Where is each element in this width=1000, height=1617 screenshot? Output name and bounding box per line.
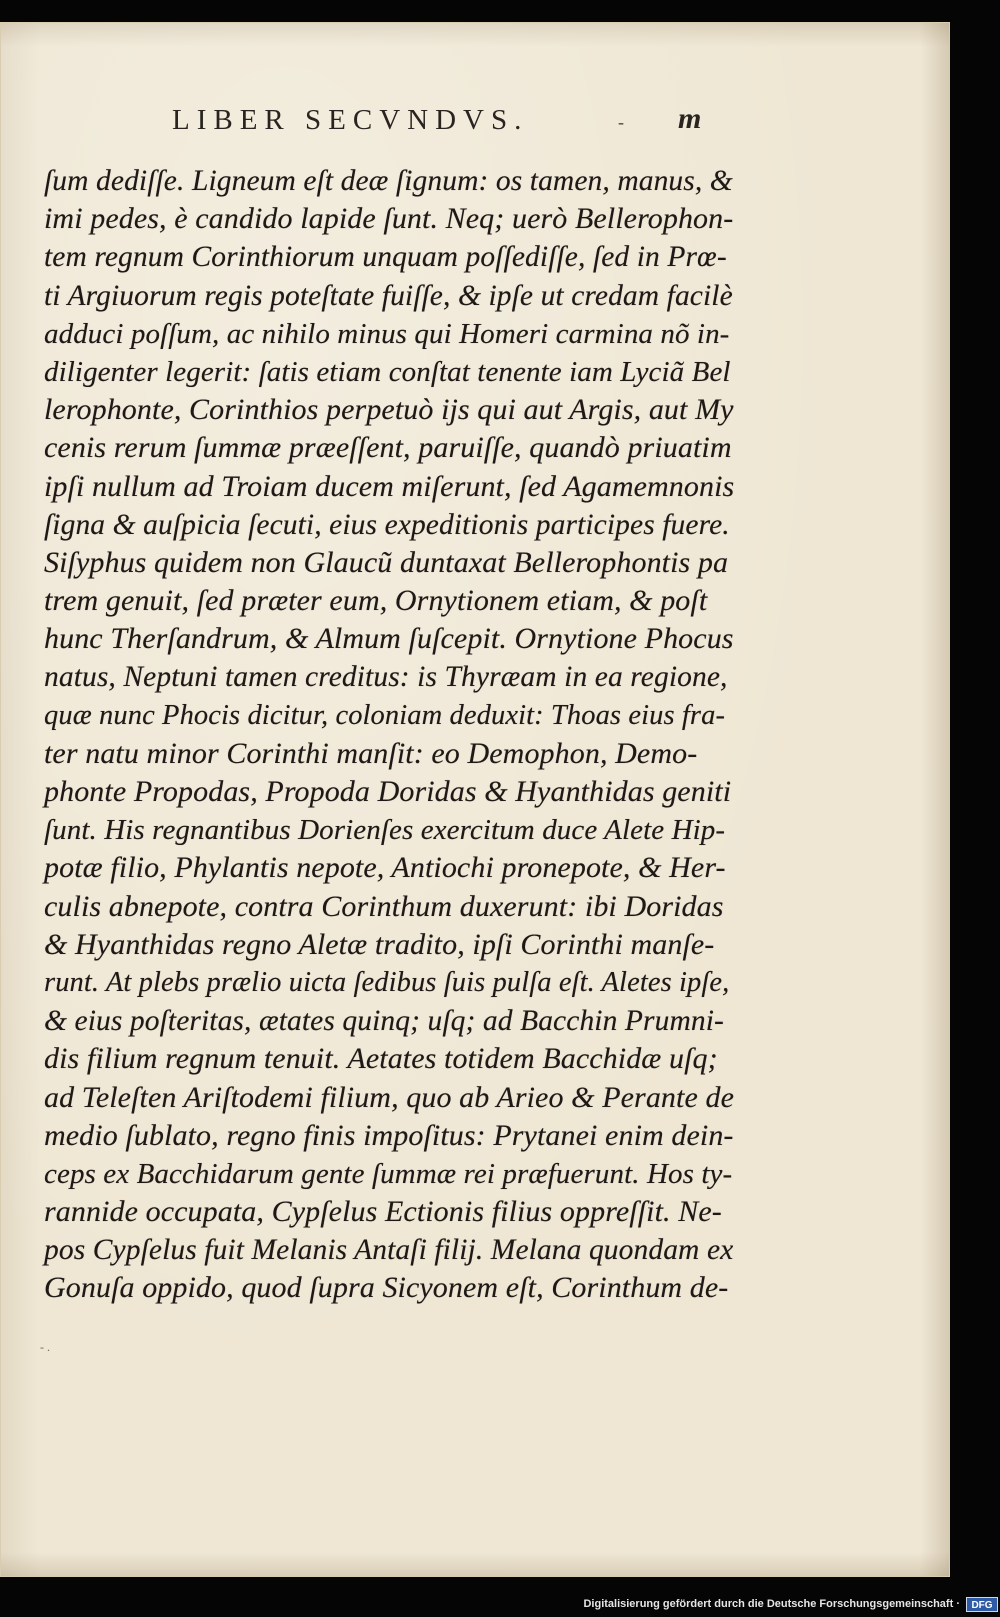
digitization-credit [583, 1593, 960, 1615]
text-line: ti Argiuorum regis poteſtate fuiſſe, & ipſe ut credam facilè [44, 279, 733, 312]
text-line: Siſyphus quidem non Glaucũ duntaxat Bellerophontis pa [44, 545, 729, 579]
text-line: cenis rerum ſummæ præeſſent, paruiſſe, quandò priuatim [44, 431, 732, 465]
dfg-logo-icon: DFG [966, 1597, 998, 1612]
body-text [44, 162, 734, 1308]
running-title: LIBER SECVNDVS. [172, 104, 529, 136]
credit-separator: · [953, 1598, 960, 1610]
text-line: culis abnepote, contra Corinthum duxerunt: ibi Doridas [44, 889, 724, 923]
text-line: natus, Neptuni tamen creditus: is Thyræam in ea regione, [44, 661, 728, 694]
text-line: adduci poſſum, ac nihilo minus qui Homeri carmina nõ in- [44, 317, 730, 350]
book-page [0, 22, 950, 1577]
text-line: ter natu minor Corinthi manſit: eo Demophon, Demo- [44, 736, 698, 770]
text-line: potæ filio, Phylantis nepote, Antiochi pronepote, & Her- [44, 851, 726, 885]
credit-text: Digitalisierung gefördert durch die Deutsche Forschungsgemeinschaft [583, 1598, 954, 1610]
text-line: trem genuit, ſed præter eum, Ornytionem etiam, & poſt [44, 584, 708, 618]
text-line: ceps ex Bacchidarum gente ſummæ rei præfuerunt. Hos ty- [44, 1157, 733, 1190]
head-ornament: - [618, 112, 626, 132]
text-line: diligenter legerit: ſatis etiam conſtat tenente iam Lyciã Bel [44, 355, 731, 388]
text-line: pos Cypſelus fuit Melanis Antaſi filij. Melana quondam ex [44, 1234, 734, 1267]
text-line: phonte Propodas, Propoda Doridas & Hyanthidas geniti [44, 775, 732, 808]
text-line: quæ nunc Phocis dicitur, coloniam deduxit: Thoas eius fra- [44, 699, 726, 731]
signature-mark: - . [40, 1340, 50, 1354]
text-line: ipſi nullum ad Troiam ducem miſerunt, ſed Agamemnonis [44, 469, 735, 503]
text-line: ſunt. His regnantibus Dorienſes exercitum duce Alete Hip- [44, 814, 726, 847]
text-line: lerophonte, Corinthios perpetuò ijs qui aut Argis, aut My [44, 393, 734, 427]
text-line: runt. At plebs prælio uicta ſedibus ſuis pulſa eſt. Aletes ipſe, [44, 966, 730, 998]
text-line: ſigna & auſpicia ſecuti, eius expeditionis participes fuere. [44, 508, 730, 541]
text-line: Gonuſa oppido, quod ſupra Sicyonem eſt, Corinthum de- [44, 1271, 729, 1305]
text-line: imi pedes, è candido lapide ſunt. Neq; uerò Bellerophon- [44, 202, 734, 236]
running-head [172, 104, 872, 144]
text-line: tem regnum Corinthiorum unquam poſſediſſe, ſed in Prœ- [44, 241, 727, 274]
text-line: ſum dediſſe. Ligneum eſt deæ ſignum: os tamen, manus, & [44, 165, 733, 197]
text-line: & Hyanthidas regno Aletæ tradito, ipſi Corinthi manſe- [44, 927, 715, 961]
text-line: medio ſublato, regno finis impoſitus: Prytanei enim dein- [44, 1118, 734, 1152]
text-line: rannide occupata, Cypſelus Ectionis filius oppreſſit. Ne- [44, 1195, 722, 1229]
text-line: ad Teleſten Ariſtodemi filium, quo ab Arieo & Perante de [44, 1080, 734, 1114]
text-line: & eius poſteritas, ætates quinq; uſq; ad Bacchin Prumni- [44, 1005, 724, 1038]
folio-number: m [678, 102, 702, 135]
text-line: dis filium regnum tenuit. Aetates totidem Bacchidæ uſq; [44, 1042, 718, 1076]
text-line: hunc Therſandrum, & Almum ſuſcepit. Ornytione Phocus [44, 622, 734, 656]
